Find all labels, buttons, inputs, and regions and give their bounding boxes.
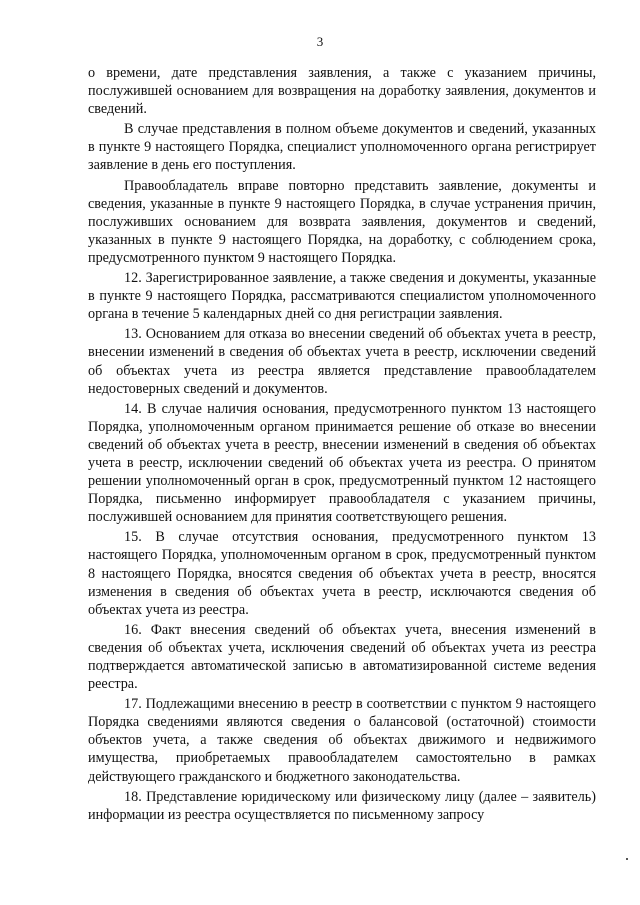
paragraph-18: 18. Представление юридическому или физическому лицу (далее – заявитель) информации из реестра осуществляется по письменному запросу [88, 788, 596, 823]
paragraph-17: 17. Подлежащими внесению в реестр в соответствии с пунктом 9 настоящего Порядка сведениями являются сведения о балансовой (остаточной) стоимости объектов учета, а также сведения об объектах движимого и недвижимого имущества, приобретаемых правообладателем самостоятельно в рамках действующего гражданского и бюджетного законодательства. [88, 696, 596, 785]
paragraph-13: 13. Основанием для отказа во внесении сведений об объектах учета в реестр, внесении изменений в сведения об объектах учета в реестр, исключении сведений об объектах учета из реестра является представление правообладателем недостоверных сведений и документов. [88, 326, 596, 397]
paragraph-16: 16. Факт внесения сведений об объектах учета, внесения изменений в сведения об объектах учета, исключения сведений об объектах учета из реестра подтверждается автоматической записью в автоматизированной системе ведения реестра. [88, 621, 596, 693]
page-number: 3 [316, 34, 324, 49]
document-body [88, 64, 596, 826]
paragraph-resubmission: Правообладатель вправе повторно представить заявление, документы и сведения, указанные в пункте 9 настоящего Порядка, в случае устранения причин, послуживших основанием для возврата заявления, документов и сведений, указанных в пункте 9 настоящего Порядка, на доработку, с соблюдением срока, предусмотренного пунктом 9 настоящего Порядка. [88, 177, 596, 266]
paragraph-full-submission: В случае представления в полном объеме документов и сведений, указанных в пункте 9 настоящего Порядка, специалист уполномоченного органа регистрирует заявление в день его поступления. [88, 121, 596, 174]
paragraph-15: 15. В случае отсутствия основания, предусмотренного пунктом 13 настоящего Порядка, уполномоченным органом в срок, предусмотренный пунктом 8 настоящего Порядка, вносятся сведения об объектах учета в реестр, вносятся изменения в сведения об объектах учета в реестр, исключаются сведения об объектах учета из реестра. [88, 529, 596, 618]
paragraph-14: 14. В случае наличия основания, предусмотренного пунктом 13 настоящего Порядка, уполномоченным органом принимается решение об отказе во внесении сведений об объектах учета в реестр, внесении изменений в сведения об объектах учета в реестр, исключении сведений об объектах учета из реестра. О принятом решении уполномоченный орган в срок, предусмотренный пунктом 12 настоящего Порядка, письменно информирует правообладателя с указанием причины, послужившей основанием для принятия соответствующего решения. [88, 400, 596, 526]
paragraph-continuation: о времени, дате представления заявления, а также с указанием причины, послужившей основанием для возвращения на доработку заявления, документов и сведений. [88, 65, 596, 118]
scan-speck [626, 858, 628, 860]
paragraph-12: 12. Зарегистрированное заявление, а также сведения и документы, указанные в пункте 9 настоящего Порядка, рассматриваются специалистом уполномоченного органа в течение 5 календарных дней со дня регистрации заявления. [88, 270, 596, 323]
